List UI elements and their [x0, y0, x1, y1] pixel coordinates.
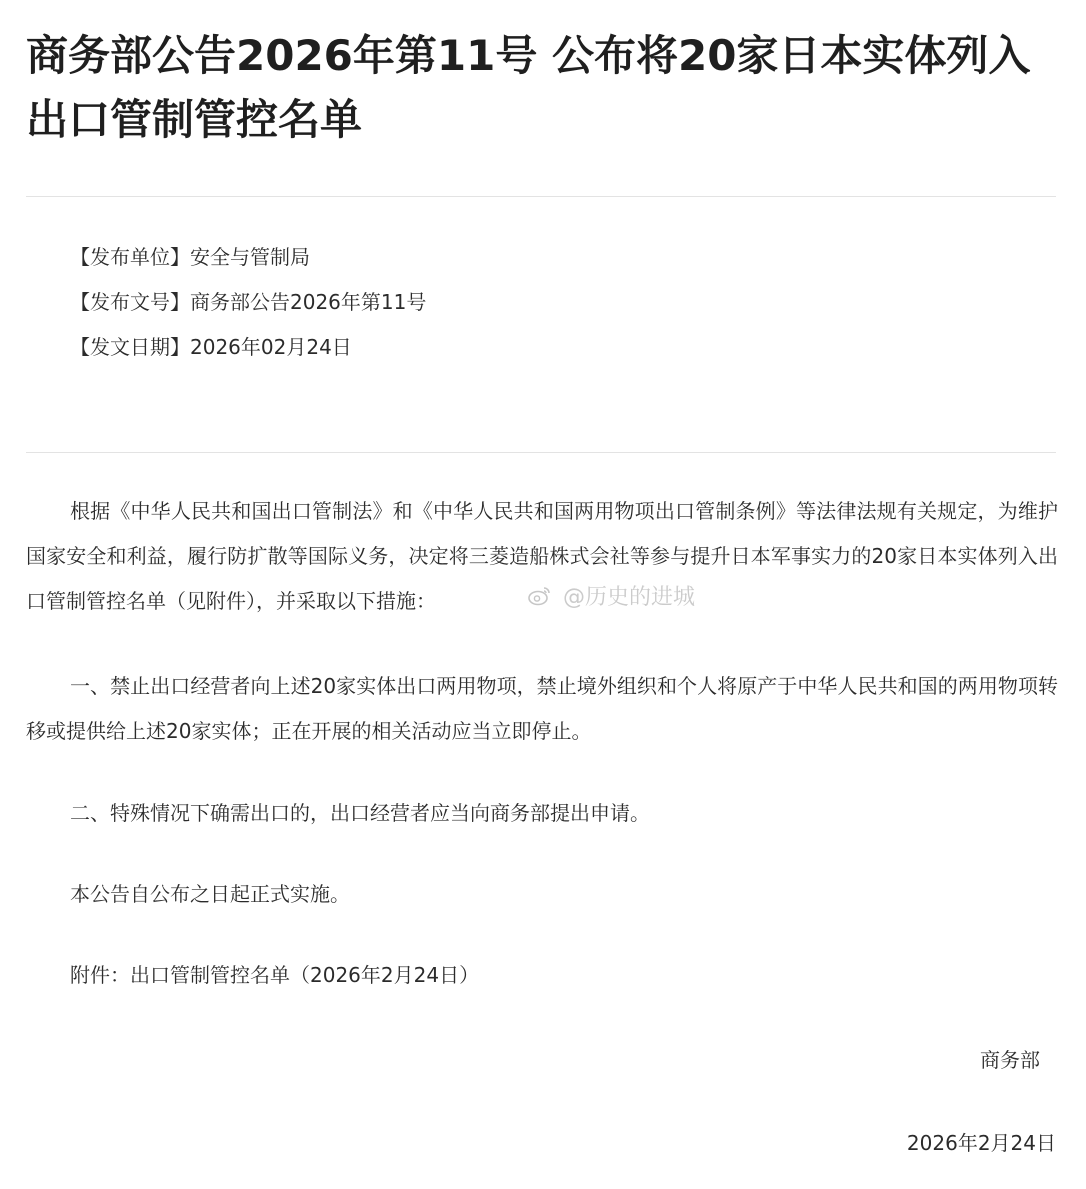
body-paragraph-measure-1: 一、禁止出口经营者向上述20家实体出口两用物项，禁止境外组织和个人将原产于中华人民共和国的两用物项转移或提供给上述20家实体；正在开展的相关活动应当立即停止。	[26, 674, 1058, 743]
doc-number-line: 【发布文号】商务部公告2026年第11号	[70, 290, 427, 314]
page-title: 商务部公告2026年第11号 公布将20家日本实体列入出口管制管控名单	[26, 31, 1031, 144]
issue-date-line: 【发文日期】2026年02月24日	[70, 335, 352, 359]
body-paragraph-measure-2: 二、特殊情况下确需出口的，出口经营者应当向商务部提出申请。	[70, 801, 650, 825]
body-paragraph-attachment[interactable]: 附件：出口管制管控名单（2026年2月24日）	[70, 963, 480, 987]
signature-org: 商务部	[980, 1048, 1040, 1072]
body-paragraph-effective: 本公告自公布之日起正式实施。	[70, 882, 350, 906]
watermark-text: @历史的进城	[563, 585, 696, 610]
top-divider	[26, 196, 1056, 197]
body-paragraph-intro: 根据《中华人民共和国出口管制法》和《中华人民共和国两用物项出口管制条例》等法律法规有关规定，为维护国家安全和利益，履行防扩散等国际义务，决定将三菱造船株式会社等参与提升日本军事实力的20家日本实体列入出口管制管控名单（见附件），并采取以下措施：	[26, 499, 1058, 613]
signature-date: 2026年2月24日	[906, 1131, 1056, 1155]
meta-divider	[26, 452, 1056, 453]
issuer-line: 【发布单位】安全与管制局	[70, 245, 310, 269]
